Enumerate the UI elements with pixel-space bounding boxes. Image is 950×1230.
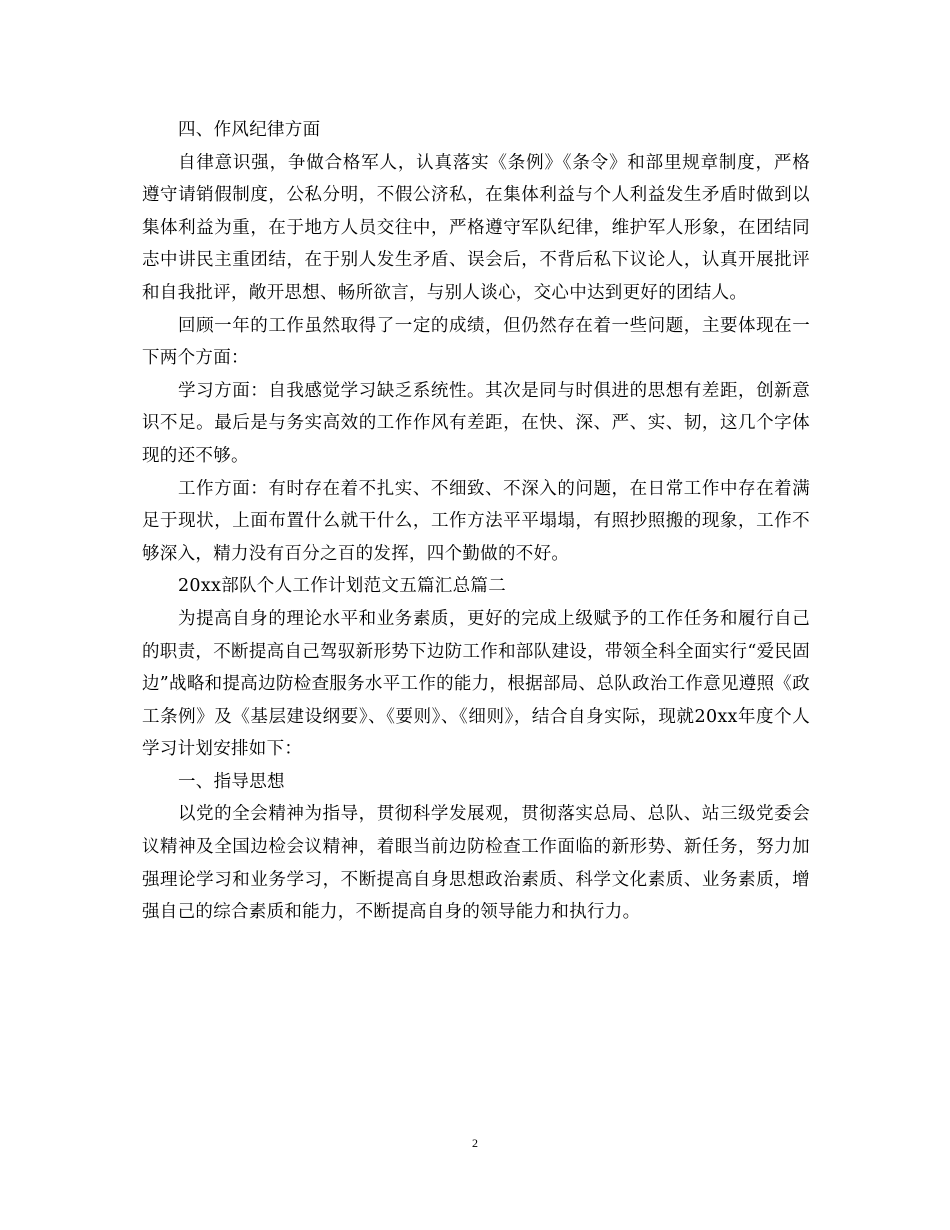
paragraph-guiding-ideology: 以党的全会精神为指导，贯彻科学发展观，贯彻落实总局、总队、站三级党委会议精神及全国边检会议精神，着眼当前边防检查工作面临的新形势、新任务，努力加强理论学习和业务学习，不断提高自身思想政治素质、科学文化素质、业务素质，增强自己的综合素质和能力，不断提高自身的领导能力和执行力。 — [142, 804, 810, 923]
page-body — [142, 114, 810, 929]
section-heading-work-discipline: 四、作风纪律方面 — [178, 120, 321, 140]
page-number: 2 — [472, 1136, 478, 1150]
paragraph-work-aspect: 工作方面：有时存在着不扎实、不细致、不深入的问题，在日常工作中存在着满足于现状，上面布置什么就干什么，工作方法平平塌塌，有照抄照搬的现象，工作不够深入，精力没有百分之百的发挥，四个勤做的不好。 — [142, 478, 810, 564]
paragraph-plan-intro: 为提高自身的理论水平和业务素质，更好的完成上级赋予的工作任务和履行自己的职责，不断提高自己驾驭新形势下边防工作和部队建设，带领全科全面实行“爱民固边”战略和提高边防检查服务水平工作的能力，根据部局、总队政治工作意见遵照《政工条例》及《基层建设纲要》、《要则》、《细则》，结合自身实际，现就20xx年度个人学习计划安排如下： — [142, 608, 810, 760]
paragraph-review: 回顾一年的工作虽然取得了一定的成绩，但仍然存在着一些问题，主要体现在一下两个方面： — [142, 315, 810, 369]
article-title-part-two: 20xx部队个人工作计划范文五篇汇总篇二 — [178, 576, 507, 597]
paragraph-study-aspect: 学习方面：自我感觉学习缺乏系统性。其次是同与时俱进的思想有差距，创新意识不足。最后是与务实高效的工作作风有差距，在快、深、严、实、韧，这几个字体现的还不够。 — [142, 380, 810, 466]
paragraph-self-discipline: 自律意识强，争做合格军人，认真落实《条例》《条令》和部里规章制度，严格遵守请销假制度，公私分明，不假公济私，在集体利益与个人利益发生矛盾时做到以集体利益为重，在于地方人员交往中，严格遵守军队纪律，维护军人形象，在团结同志中讲民主重团结，在于别人发生矛盾、误会后，不背后私下议论人，认真开展批评和自我批评，敞开思想、畅所欲言，与别人谈心，交心中达到更好的团结人。 — [142, 152, 810, 303]
section-heading-guiding-ideology: 一、指导思想 — [178, 771, 285, 792]
